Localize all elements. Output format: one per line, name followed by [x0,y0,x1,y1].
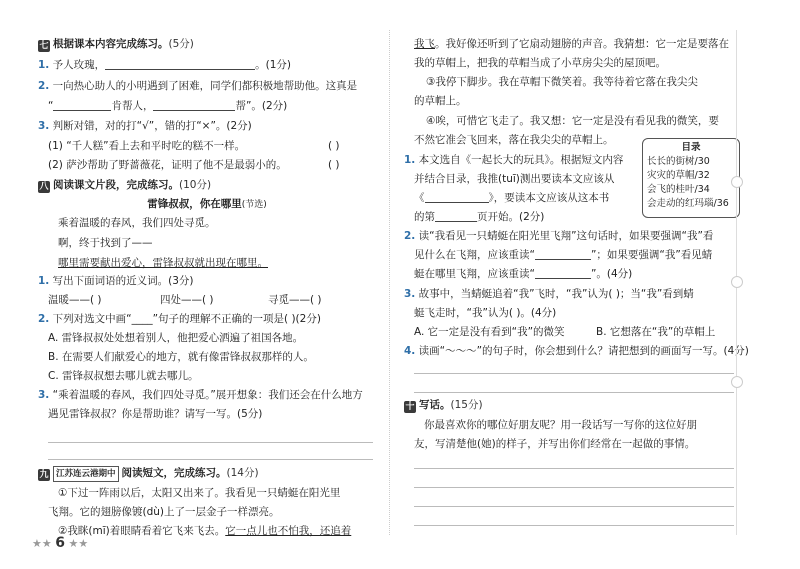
story-para-2-c: 我的草帽上，把我的草帽当成了小草房尖尖的屋顶吧。 [414,57,666,69]
q8-3: 3. “乘着温暖的春风，我们四处寻觅。”展开想象：我们还会在什么地方 [38,389,363,401]
section-7-badge: 七 [39,41,49,51]
answer-line[interactable] [414,487,734,488]
q8-1-word1[interactable]: 温暖——( ) [48,294,102,306]
story-para-1-b: 飞翔。它的翅膀像镀(dù)上了一层金子一样漂亮。 [48,506,280,518]
q8-1-word2[interactable]: 四处——( ) [160,294,214,306]
passage-line-2: 啊，终于找到了—— [58,237,153,249]
answer-blank[interactable] [105,69,255,70]
story-para-4-a: ④唉，可惜它飞走了。我又想：它一定是没有看见我的微笑，要 [426,115,719,127]
q9-2-line2: 见什么在飞翔，应该重读“ ”；如果要强调“我”看见蜻 [414,249,713,261]
answer-paren[interactable]: ( ) [328,159,340,171]
q8-2: 2. 下列对选文中画“____”句子的理解不正确的一项是( )(2分) [38,313,321,325]
answer-line[interactable] [414,373,734,374]
answer-blank[interactable] [435,221,477,222]
section-10-heading: 十 写话。(15分) [405,399,483,412]
q8-1: 1. 写出下面词语的近义词。(3分) [38,275,194,287]
q9-1-line2: 并结合目录，我推(tuī)测出要读本文应该从 [414,173,615,185]
answer-paren[interactable]: ( ) [328,140,340,152]
story-para-2-b: 我飞。我好像还听到了它扇动翅膀的声音。我猜想：它一定是要落在 [414,38,729,50]
section-10-badge: 十 [405,402,415,412]
q9-2-line3: 蜓在哪里飞翔，应该重读“ ”。(4分) [414,268,633,280]
q9-3-line2: 蜓飞走时，“我”认为( )。(4分) [414,307,557,319]
story-para-1-a: ①下过一阵雨以后，太阳又出来了。我看见一只蜻蜓在阳光里 [58,487,341,499]
answer-line[interactable] [48,442,373,443]
q9-1: 1. 本文选自《一起长大的玩具》。根据短文内容 [404,154,624,166]
section-7-heading: 七 根据课本内容完成练习。(5分) [39,38,194,51]
q9-2: 2. 读“我看见一只蜻蜓在阳光里飞翔”这句话时，如果要强调“我”看 [404,230,714,242]
toc-entry: 会走动的红玛瑙/36 [647,198,729,209]
story-para-3-b: 的草帽上。 [414,95,467,107]
toc-heading: 目录 [681,142,701,153]
page-footer [32,535,88,551]
story-para-3-a: ③我停下脚步。我在草帽下微笑着。我等待着它落在我尖尖 [426,76,698,88]
q8-2-option-c: C. 雷锋叔叔想去哪儿就去哪儿。 [48,370,199,382]
answer-blank[interactable] [53,110,111,111]
q8-2-option-b: B. 在需要人们献爱心的地方，就有像雷锋叔叔那样的人。 [48,351,314,363]
q8-2-option-a: A. 雷锋叔叔处处想着别人，他把爱心洒遍了祖国各地。 [48,332,304,344]
q9-4: 4. 读画“～～～”的句子时，你会想到什么？请把想到的画面写一写。(4分) [404,345,749,357]
q7-3-2: (2) 萨沙帮助了野蔷薇花，证明了他不是最弱小的。 [48,159,287,171]
source-tag: 江苏连云港期中 [53,466,119,482]
q7-2: 2. 一向热心助人的小明遇到了困难，同学们都积极地帮助他。这真是 [38,80,358,92]
q9-3-option-a: A. 它一定是没有看到“我”的微笑 [414,326,565,338]
column-divider [389,30,390,535]
star-icon: ★★ [68,537,89,550]
q7-1: 1. 予人玫瑰， 。(1分) [38,59,292,71]
binding-hole-icon [731,376,743,388]
answer-blank[interactable] [535,278,591,279]
passage-line-1: 乘着温暖的春风，我们四处寻觅。 [58,217,216,229]
q8-1-word3[interactable]: 寻觅——( ) [268,294,322,306]
q9-1-line3: 《 》，要读本文应该从这本书 [414,192,610,204]
section-8-badge: 八 [39,182,49,192]
story-para-2-a: ②我眯(mī)着眼睛看着它飞来飞去。它一点儿也不怕我，还追着 [58,525,352,537]
writing-prompt-b: 友，写清楚他(她)的样子，并写出你们经常在一起做的事情。 [414,438,696,450]
toc-entry: 会飞的桂叶/34 [647,184,710,195]
section-9-heading: 九 江苏连云港期中 阅读短文，完成练习。(14分) [39,467,259,480]
star-icon: ★★ [32,537,52,550]
answer-line[interactable] [414,506,734,507]
q7-3-1: (1) “千人糕”看上去和平时吃的糕不一样。 [48,140,246,152]
section-8-heading: 八 阅读课文片段，完成练习。(10分) [39,179,212,192]
q7-3: 3. 判断对错，对的打“√”，错的打“×”。(2分) [38,120,252,132]
q9-3-option-b: B. 它想落在“我”的草帽上 [596,326,716,338]
table-of-contents-box [642,138,740,218]
answer-blank[interactable] [535,259,591,260]
q9-1-line4: 的第 页开始。(2分) [414,211,545,223]
answer-blank[interactable] [153,110,235,111]
q9-3: 3. 故事中，当蜻蜓追着“我”飞时，“我”认为( )；当“我”看到蜻 [404,288,694,300]
toc-entry: 长长的街树/30 [647,156,710,167]
section-9-badge: 九 [39,470,49,480]
answer-line[interactable] [414,468,734,469]
q8-3-line2: 遇见雷锋叔叔？你是帮助谁？请写一写。(5分) [48,408,263,420]
toc-entry: 灾灾的草帽/32 [647,170,710,181]
q7-2-line2: “ 肯帮人， 帮”。(2分) [48,100,288,112]
answer-blank[interactable] [425,202,489,203]
page-number: 6 [55,535,65,551]
writing-prompt-a: 你最喜欢你的哪位好朋友呢？用一段话写一写你的这位好朋 [424,419,697,431]
story-para-4-b: 不然它准会飞回来，落在我尖尖的草帽上。 [414,134,614,146]
binding-hole-icon [731,276,743,288]
answer-line[interactable] [48,459,373,460]
answer-line[interactable] [414,525,734,526]
passage-line-3: 哪里需要献出爱心，雷锋叔叔就出现在哪里。 [58,257,268,269]
passage-title: 雷锋叔叔，你在哪里(节选) [147,198,267,210]
answer-line[interactable] [414,392,734,393]
binding-hole-icon [731,176,743,188]
